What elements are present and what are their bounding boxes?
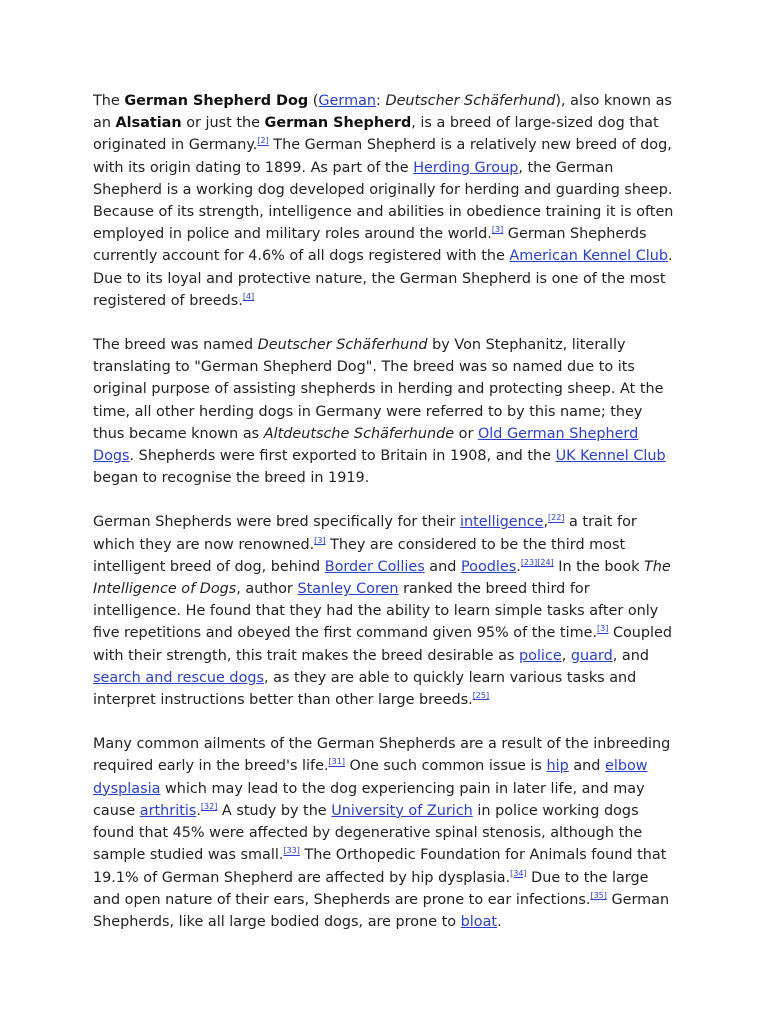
wiki-link[interactable]: hip — [546, 758, 569, 775]
text-run: . Shepherds were first exported to Britain in 1908, and the — [129, 448, 556, 465]
text-run: , the German Shepherd is a working dog developed originally for herding and guarding sheep. Because of its strength, intelligence and abilities in obedience training it is often employed in police and military roles around the world. — [93, 159, 674, 243]
text-run: . Due to its loyal and protective nature, the German Shepherd is one of the most registered of breeds. — [93, 248, 673, 309]
citation-ref[interactable]: [2] — [257, 136, 269, 146]
wiki-link[interactable]: intelligence — [459, 514, 544, 531]
text-run: . — [497, 913, 502, 930]
citation-ref[interactable]: [34] — [510, 868, 527, 878]
wiki-link[interactable]: Stanley Coren — [297, 581, 399, 598]
bold-term: German Shepherd Dog — [124, 93, 309, 109]
text-run: Coupled with their strength, this trait makes the breed desirable as — [93, 625, 673, 664]
wiki-link[interactable]: arthritis — [139, 802, 197, 819]
text-run: German Shepherds were bred specifically for their — [93, 514, 460, 531]
text-run: a trait for which they are now renowned. — [93, 514, 637, 553]
text-run: , — [543, 514, 549, 531]
wiki-link[interactable]: UK Kennel Club — [555, 448, 666, 465]
wiki-link[interactable]: Old German Shepherd Dogs — [93, 425, 639, 465]
text-run: in police working dogs found that 45% were affected by degenerative spinal stenosis, although the sample studied was small. — [93, 802, 643, 864]
text-run: or just the — [181, 115, 265, 132]
citation-ref[interactable]: [3] — [597, 624, 609, 634]
wiki-link[interactable]: police — [519, 647, 562, 664]
text-run: Many common ailments of the German Shepherds are a result of the inbreeding required early in the breed's life. — [93, 736, 671, 775]
italic-term: The Intelligence of Dogs — [93, 558, 671, 598]
text-run: and — [568, 758, 605, 775]
citation-ref[interactable]: [3] — [491, 225, 504, 235]
text-run: A study by the — [217, 802, 332, 819]
article-body — [93, 90, 678, 955]
text-run: The — [93, 93, 125, 109]
text-run: In the book — [553, 558, 645, 575]
text-run: The German Shepherd is a relatively new breed of dog, with its origin dating to 1899. As part of the — [93, 137, 672, 176]
citation-ref[interactable]: [25] — [472, 691, 490, 701]
text-run: and — [424, 558, 461, 575]
text-run: by Von Stephanitz, literally translating to "German Shepherd Dog". The breed was so named due to its original purpose of assisting shepherds in herding and protecting sheep. At the time, all other herding dogs in Germany were referred to by this name; they thus became known as — [93, 337, 664, 442]
paragraph-3 — [93, 511, 678, 711]
italic-term: Deutscher Schäferhund — [385, 93, 556, 109]
text-run: German Shepherds, like all large bodied dogs, are prone to — [93, 891, 670, 930]
bold-term: Alsatian — [115, 115, 182, 132]
wiki-link[interactable]: Herding Group — [413, 159, 519, 176]
paragraph-2 — [93, 334, 678, 489]
citation-ref[interactable]: [3] — [314, 535, 326, 545]
wiki-link[interactable]: guard — [570, 647, 613, 664]
citation-ref[interactable]: [32] — [200, 802, 218, 812]
text-run: German Shepherds currently account for 4.6% of all dogs registered with the — [93, 226, 647, 265]
text-run: The breed was named — [93, 337, 258, 354]
paragraph-4 — [93, 733, 678, 933]
wiki-link[interactable]: search and rescue dogs — [93, 669, 265, 686]
text-run: ranked the breed third for intelligence. He found that they had the ability to learn simple tasks after only five repetitions and obeyed the first command given 95% of the time. — [93, 581, 659, 642]
text-run: They are considered to be the third most intelligent breed of dog, behind — [93, 536, 626, 575]
bold-term: German Shepherd — [264, 115, 412, 132]
paragraph-1 — [93, 90, 678, 312]
wiki-link[interactable]: elbow dysplasia — [93, 758, 648, 797]
wiki-link[interactable]: Poodles — [460, 558, 517, 575]
text-run: , and — [612, 647, 649, 664]
text-run: which may lead to the dog experiencing pain in later life, and may cause — [93, 780, 645, 819]
text-run: . — [196, 802, 201, 819]
text-run: ( — [308, 93, 319, 109]
wiki-link[interactable]: German — [318, 93, 377, 109]
citation-ref[interactable]: [22] — [548, 513, 565, 523]
text-run: Due to the large and open nature of their ears, Shepherds are prone to ear infections. — [93, 869, 649, 908]
wiki-link[interactable]: University of Zurich — [331, 802, 473, 819]
text-run: One such common issue is — [344, 758, 547, 775]
text-run: , is a breed of large-sized dog that originated in Germany. — [93, 115, 659, 154]
text-run: , as they are able to quickly learn various tasks and interpret instructions better than other large breeds. — [93, 669, 637, 709]
citation-ref[interactable]: [31] — [328, 757, 345, 767]
italic-term: Altdeutsche Schäferhunde — [263, 425, 455, 442]
citation-ref[interactable]: [35] — [590, 890, 607, 900]
citation-ref[interactable]: [4] — [242, 292, 255, 302]
text-run: or — [454, 425, 478, 442]
text-run: began to recognise the breed in 1919. — [93, 470, 370, 487]
text-run: , — [561, 647, 571, 664]
text-run: The Orthopedic Foundation for Animals found that 19.1% of German Shepherd are affected by hip dysplasia. — [93, 847, 667, 886]
text-run: . — [516, 558, 521, 575]
text-run: ), also known as an — [93, 93, 672, 132]
citation-ref[interactable]: [33] — [283, 846, 300, 856]
wiki-link[interactable]: bloat — [460, 913, 498, 930]
text-run: , author — [236, 581, 298, 598]
text-run: : — [376, 93, 386, 109]
wiki-link[interactable]: American Kennel Club — [509, 248, 669, 265]
italic-term: Deutscher Schäferhund — [257, 337, 428, 354]
citation-ref[interactable]: [23][24] — [520, 558, 554, 568]
wiki-link[interactable]: Border Collies — [324, 558, 425, 575]
